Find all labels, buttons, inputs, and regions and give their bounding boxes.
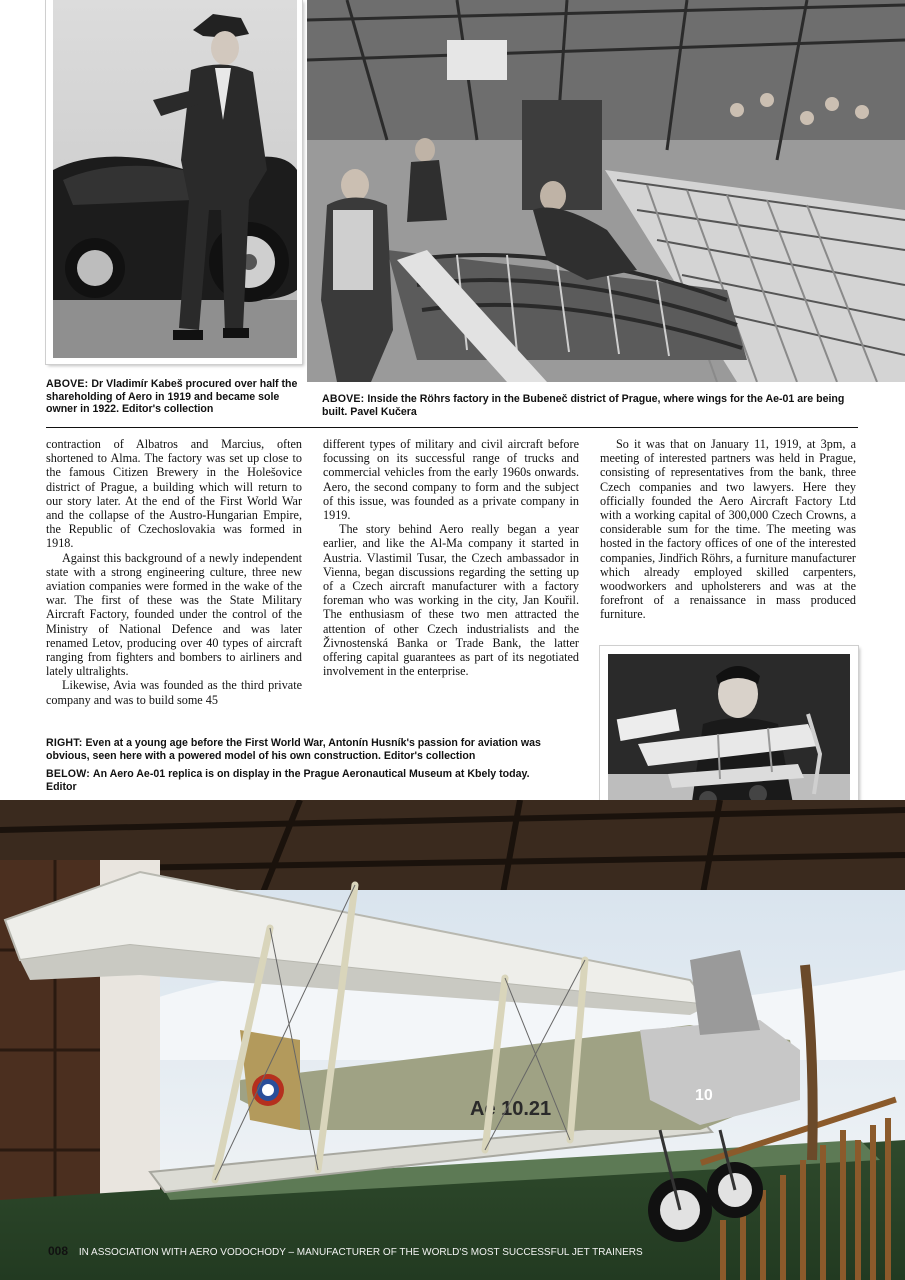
article-column-2 [323,437,579,678]
husnik-caption [46,737,586,762]
paragraph: different types of military and civil aircraft before focussing on its successful range of trucks and commercial vehicles from the early 1960s onwards. Aero, the second company to form and the subject of this issue, was founded as a private company in 1919. [323,437,579,523]
caption-text: Inside the Röhrs factory in the Bubeneč district of Prague, where wings for the Ae-01 are being built. [322,393,845,418]
caption-text: Even at a young age before the First World War, Antonín Husník's passion for aviation was obvious, seen here with a powered model of his own construction. [46,737,541,762]
factory-photo [307,0,905,382]
paragraph: Likewise, Avia was founded as the third private company and was to build some 45 [46,678,302,707]
paragraph: contraction of Albatros and Marcius, often shortened to Alma. The factory was set up close to the famous Citizen Brewery in the Holešovice district of Prague, a building which will return to our story later. At the end of the First World War and the collapse of the Austro-Hungarian Empire, the Republic of Czechoslovakia was formed in 1918. [46,437,302,551]
paragraph: Against this background of a newly independent state with a strong engineering culture, three new aviation companies were formed in the wake of the war. The first of these was the State Military Aircraft Factory, founded under the control of the Ministry of National Defence and was later renamed Letov, producing over 40 types of aircraft ranging from fighters and bombers to airliners and lately ultralights. [46,550,302,679]
caption-credit: Editor [46,780,77,793]
factory-caption [322,393,862,418]
caption-text: An Aero Ae-01 replica is on display in the Prague Aeronautical Museum at Kbely today. [92,768,530,780]
footer-tagline: IN ASSOCIATION WITH AERO VODOCHODY – MANUFACTURER OF THE WORLD'S MOST SUCCESSFUL JET TRAINERS [78,1247,643,1258]
caption-text: Dr Vladimír Kabeš procured over half the shareholding of Aero in 1919 and became sole owner in 1922. [46,378,298,415]
caption-credit: Editor's collection [383,749,476,762]
kabes-photo [53,0,297,358]
replica-photo [0,800,905,1280]
caption-credit: Editor's collection [121,403,214,415]
caption-lead: BELOW: [46,768,90,780]
caption-lead: ABOVE: [322,393,365,405]
caption-lead: ABOVE: [46,378,89,390]
caption-credit: Pavel Kučera [350,405,417,418]
article-column-1 [46,437,302,707]
replica-serial: Ae 10.21 [470,1098,552,1120]
paragraph: So it was that on January 11, 1919, at 3pm, a meeting of interested partners was held in Prague, consisting of representatives from the bank, three Czech companies and two lawyers. Here they officially founded the Aero Aircraft Factory Ltd with a working capital of 300,000 Czech Crowns, a considerable sum for the time. The meeting was hosted in the factory offices of one of the interested companies, Jindřich Röhrs, a furniture manufacturer which already employed skilled carpenters, woodworkers and upholsterers and was at the forefront of a renaissance in mass produced furniture. [600,437,856,622]
paragraph: The story behind Aero really began a year earlier, and like the Al-Ma company it started in Austria. Vlastimil Tusar, the Czech ambassador in Vienna, began discussions regarding the setting up of a Czech aircraft manufacturer with a factory foreman who was working in the city, Jan Kouřil. The enthusiasm of these two men attracted the attention of other Czech industrialists and the Živnostenská Banka or Trade Bank, the latter offering capital guarantees as part of its negotiated involvement in the enterprise. [323,522,579,679]
replica-caption [46,768,546,793]
page-number: 008 [48,1244,69,1258]
section-divider [46,427,858,428]
kabes-caption [46,378,308,416]
caption-lead: RIGHT: [46,737,83,749]
replica-tail-mark: 10 [695,1087,713,1104]
article-column-3 [600,437,856,622]
page-footer [48,1244,643,1258]
